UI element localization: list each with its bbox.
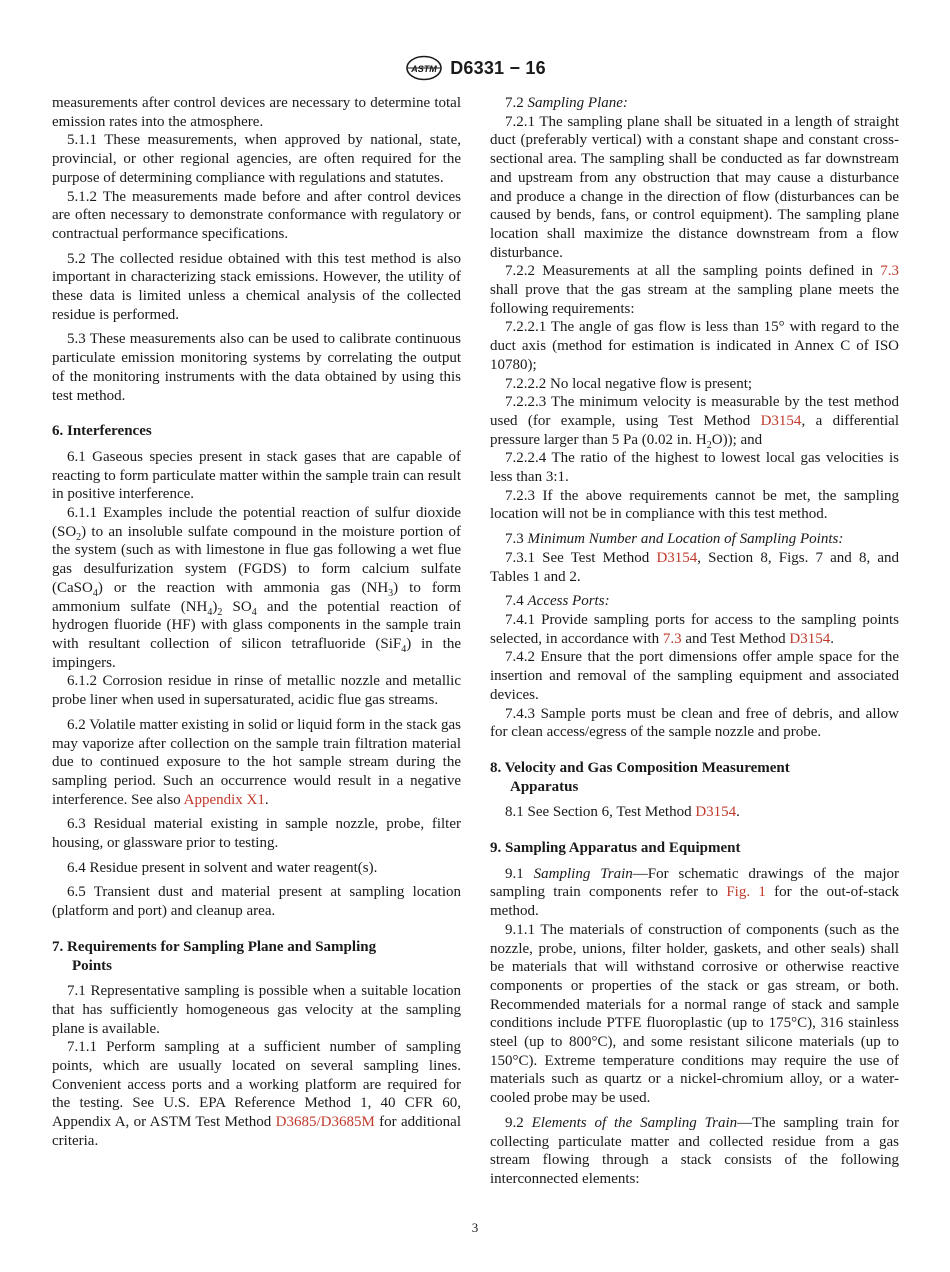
- d3154-link[interactable]: D3154: [695, 804, 737, 821]
- paragraph-7-2-2-4: 7.2.2.4 The ratio of the highest to lowest local gas velocities is less than 3:1.: [490, 450, 899, 486]
- paragraph-7-1: 7.1 Representative sampling is possible when a suitable location that has sufficiently homogeneous gas velocity at the sampling plane is available.: [52, 983, 461, 1037]
- paragraph-5-1-2: 5.1.2 The measurements made before and after control devices are often necessary to demonstrate conformance with regulatory or contractual performance specifications.: [52, 188, 461, 242]
- paragraph-7-3: 7.3 Minimum Number and Location of Sampling Points:: [505, 531, 844, 548]
- paragraph-5-2: 5.2 The collected residue obtained with this test method is also important in characterizing stack emissions. However, the utility of these data is limited unless a chemical analysis of the collected residue is performed.: [52, 250, 461, 323]
- left-column: [52, 94, 461, 1151]
- d3154-link[interactable]: D3154: [656, 549, 698, 566]
- paragraph-6-2: 6.2 Volatile matter existing in solid or liquid form in the stack gas may vaporize after collection on the sample train filtration material due to continued exposure to the hot sample stream during the sampling period. Such an occurrence would result in a negative interference. See also Appendix X1.: [52, 716, 461, 808]
- paragraph-6-3: 6.3 Residual material existing in sample nozzle, probe, filter housing, or glassware prior to testing.: [52, 816, 461, 852]
- paragraph-6-5: 6.5 Transient dust and material present at sampling location (platform and port) and cleanup area.: [52, 884, 461, 920]
- d3154-link[interactable]: D3154: [789, 630, 831, 647]
- paragraph-7-3-1: 7.3.1 See Test Method D3154, Section 8, Figs. 7 and 8, and Tables 1 and 2.: [490, 549, 900, 585]
- paragraph-9-2: 9.2 Elements of the Sampling Train—The sampling train for collecting particulate matter and collected residue from a gas stream flowing through a stack consists of the following interconnected elements:: [490, 1114, 900, 1187]
- paragraph-7-1-1: 7.1.1 Perform sampling at a sufficient number of sampling points, which are usually located on several sampling lines. Convenient access ports and a working platform are required for the testing. See U.S. EPA Reference Method 1, 40 CFR 60, Appendix A, or ASTM Test Method D3685/D3685M for additional criteria.: [52, 1039, 461, 1149]
- section-7-3-link[interactable]: 7.3: [880, 263, 899, 280]
- section-7-3-link[interactable]: 7.3: [662, 630, 682, 647]
- page-number: 3: [471, 1220, 479, 1235]
- fig-1-link[interactable]: Fig. 1: [726, 884, 766, 901]
- paragraph-7-2-2-1: 7.2.2.1 The angle of gas flow is less than 15° with regard to the duct axis (method for estimation is indicated in Annex C of ISO 10780);: [490, 319, 899, 373]
- paragraph-7-2: 7.2 Sampling Plane:: [505, 95, 628, 111]
- document-id: D6331 − 16: [450, 57, 546, 78]
- svg-text:ASTM: ASTM: [411, 64, 437, 74]
- paragraph-5-3: 5.3 These measurements also can be used to calibrate continuous particulate emission monitoring systems by correlating the output of the monitoring instruments with the data obtained by using this test method.: [52, 331, 461, 404]
- heading-8-velocity: 8. Velocity and Gas Composition Measurement Apparatus: [490, 759, 790, 795]
- d3685-link[interactable]: D3685/D3685M: [275, 1114, 375, 1131]
- paragraph-5-1-cont: measurements after control devices are necessary to determine total emission rates into the atmosphere.: [52, 95, 461, 130]
- d3154-link[interactable]: D3154: [760, 412, 802, 429]
- paragraph-6-1-2: 6.1.2 Corrosion residue in rinse of metallic nozzle and metallic probe liner when used in supersaturated, acidic flue gas streams.: [52, 673, 461, 709]
- paragraph-7-4-3: 7.4.3 Sample ports must be clean and free of debris, and allow for clean access/egress of the sample nozzle and probe.: [490, 705, 899, 741]
- paragraph-9-1: 9.1 Sampling Train—For schematic drawings of the major sampling train components refer to Fig. 1 for the out-of-stack method.: [490, 865, 899, 920]
- paragraph-5-1-1: 5.1.1 These measurements, when approved by national, state, provincial, or other regional agencies, are often required for the purpose of determining compliance with regulations and statutes.: [52, 132, 461, 186]
- paragraph-7-4-1: 7.4.1 Provide sampling ports for access to the sampling points selected, in accordance with 7.3 and Test Method D3154.: [490, 611, 899, 647]
- paragraph-6-1: 6.1 Gaseous species present in stack gases that are capable of reacting to form particulate matter within the sample train can result in positive interference.: [52, 448, 462, 503]
- astm-logo-icon: [404, 55, 444, 81]
- heading-7-requirements: 7. Requirements for Sampling Plane and Sampling Points: [52, 938, 377, 974]
- paragraph-9-1-1: 9.1.1 The materials of construction of components (such as the nozzle, probe, unions, filter holder, gaskets, and other seals) shall be materials that will withstand corrosive or otherwise reactive components or properties of the stack or gas stream, or both. Recommended materials for a normal range of stack and sample conditions include PTFE fluoroplastic (up to 175°C), 316 stainless steel (up to 800°C), and some resistant silicone materials (up to 150°C). Extreme temperature conditions may require the use of materials such as quartz or a nickel-chromium alloy, or a water-cooled probe may be used.: [490, 921, 899, 1107]
- right-column: [490, 94, 899, 1189]
- appendix-x1-link[interactable]: Appendix X1: [183, 791, 265, 808]
- paragraph-6-4: 6.4 Residue present in solvent and water reagent(s).: [67, 859, 378, 876]
- paragraph-7-2-2: 7.2.2 Measurements at all the sampling points defined in 7.3 shall prove that the gas stream at the sampling plane meets the following requirements:: [490, 263, 899, 317]
- paragraph-7-4: 7.4 Access Ports:: [505, 593, 610, 610]
- paragraph-6-1-1: 6.1.1 Examples include the potential reaction of sulfur dioxide $(SO_2)$ to an insoluble sulfate compound in the moisture portion of the system (such as with limestone in flue gas following a wet flue gas desulfurization system (FGDS) to form calcium sulfate (CaSO$_4$) or the reaction with ammonia gas $(NH_3)$ to form ammonium sulfate $(NH_4)_2$ $SO_4$ and the potential reaction of hydrogen fluoride (HF) with glass components in the sample train with resultant collection of silicon tetrafluoride (SiF$_4$) in the impingers.: [52, 505, 461, 671]
- paragraph-7-2-1: 7.2.1 The sampling plane shall be situated in a length of straight duct (preferably vertical) with a constant shape and constant cross-sectional area. The sampling shall be conducted as far downstream and upstream from any obstruction that may cause a disturbance and produce a change in the direction of flow (disturbances can be caused by bends, fans, or control equipment). The sampling plane location shall maximize the distance downstream from a flow disturbance.: [490, 113, 899, 261]
- paragraph-7-2-2-2: 7.2.2.2 No local negative flow is present;: [505, 375, 753, 392]
- heading-9-sampling-apparatus: 9. Sampling Apparatus and Equipment: [490, 840, 741, 857]
- paragraph-8-1: 8.1 See Section 6, Test Method D3154.: [505, 804, 740, 821]
- paragraph-7-4-2: 7.4.2 Ensure that the port dimensions offer ample space for the insertion and removal of the sampling equipment and associated devices.: [490, 649, 899, 703]
- page-header: [0, 55, 950, 81]
- paragraph-7-2-3: 7.2.3 If the above requirements cannot be met, the sampling location will not be in compliance with this test method.: [490, 487, 899, 523]
- paragraph-7-2-2-3: 7.2.2.3 The minimum velocity is measurable by the test method used (for example, using Test Method D3154, a differential pressure larger than 5 Pa (0.02 in. $H_2O$)); and: [490, 394, 899, 451]
- heading-6-interferences: 6. Interferences: [52, 423, 152, 440]
